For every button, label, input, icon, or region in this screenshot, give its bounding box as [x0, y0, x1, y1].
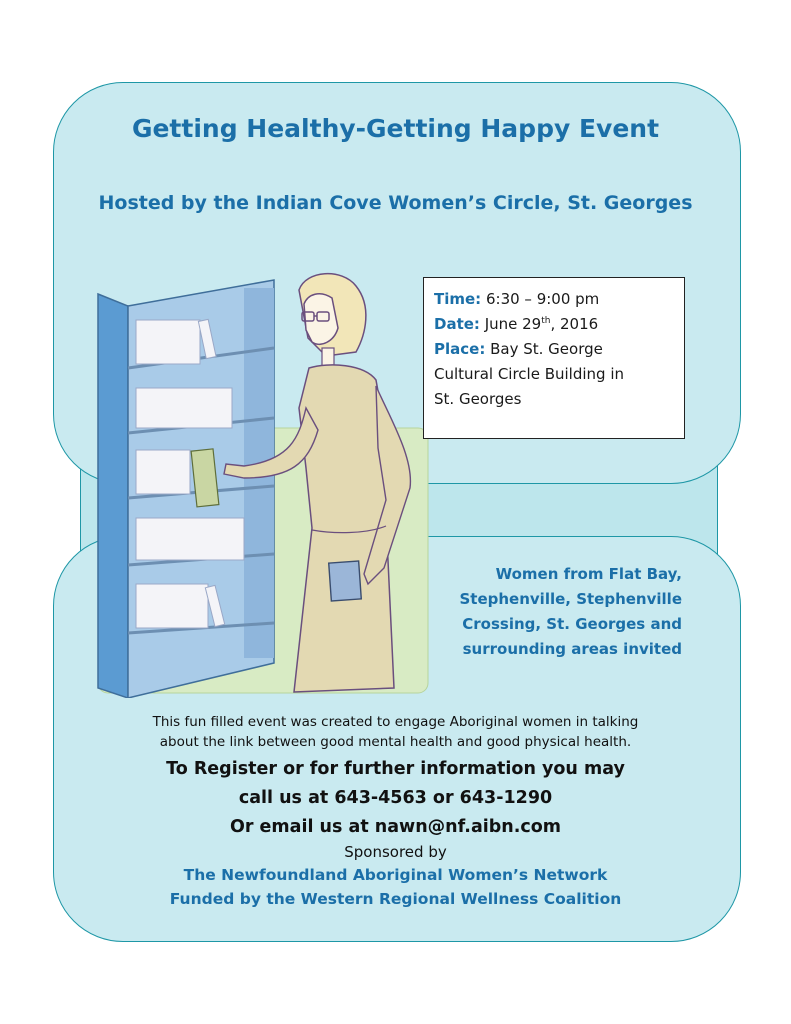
register-line: To Register or for further information you may — [166, 759, 625, 779]
date-year: , 2016 — [550, 315, 599, 333]
event-description — [0, 712, 791, 752]
registration-info — [0, 755, 791, 842]
host-line: Hosted by the Indian Cove Women’s Circle, St. Georges — [98, 192, 693, 214]
place-row — [434, 337, 684, 362]
date-value: June 29 — [484, 315, 542, 333]
invite-line: surrounding areas invited — [462, 640, 682, 658]
sponsor-organization: The Newfoundland Aboriginal Women’s Network — [183, 866, 608, 884]
date-suffix: th — [541, 316, 551, 326]
time-label: Time: — [434, 290, 482, 308]
time-value: 6:30 – 9:00 pm — [485, 290, 600, 308]
invite-line: Women from Flat Bay, — [495, 565, 682, 583]
place-value-2: Cultural Circle Building in — [434, 365, 625, 383]
sponsored-by-label: Sponsored by — [344, 843, 447, 861]
place-value-3: St. Georges — [434, 390, 522, 408]
date-label: Date: — [434, 315, 480, 333]
phone-numbers: call us at 643-4563 or 643-1290 — [238, 788, 553, 808]
event-title: Getting Healthy-Getting Happy Event — [131, 114, 660, 143]
time-row — [434, 287, 684, 312]
invite-line: Crossing, St. Georges and — [462, 615, 682, 633]
email-line: Or email us at nawn@nf.aibn.com — [229, 817, 562, 837]
woman-face — [304, 294, 338, 345]
event-details-box — [423, 277, 685, 439]
bookshelf-side — [98, 294, 128, 698]
woman-neck — [322, 348, 334, 366]
woman-at-bookshelf-illustration — [94, 268, 434, 698]
invite-text — [418, 562, 682, 662]
description-line: about the link between good mental health and good physical health. — [159, 734, 632, 750]
place-value-1: Bay St. George — [490, 340, 603, 358]
held-book — [329, 561, 362, 601]
place-label: Place: — [434, 340, 486, 358]
description-line: This fun filled event was created to engage Aboriginal women in talking — [152, 714, 639, 730]
invite-line: Stephenville, Stephenville — [459, 590, 682, 608]
date-row — [434, 312, 684, 337]
funder-organization: Funded by the Western Regional Wellness Coalition — [169, 890, 622, 908]
